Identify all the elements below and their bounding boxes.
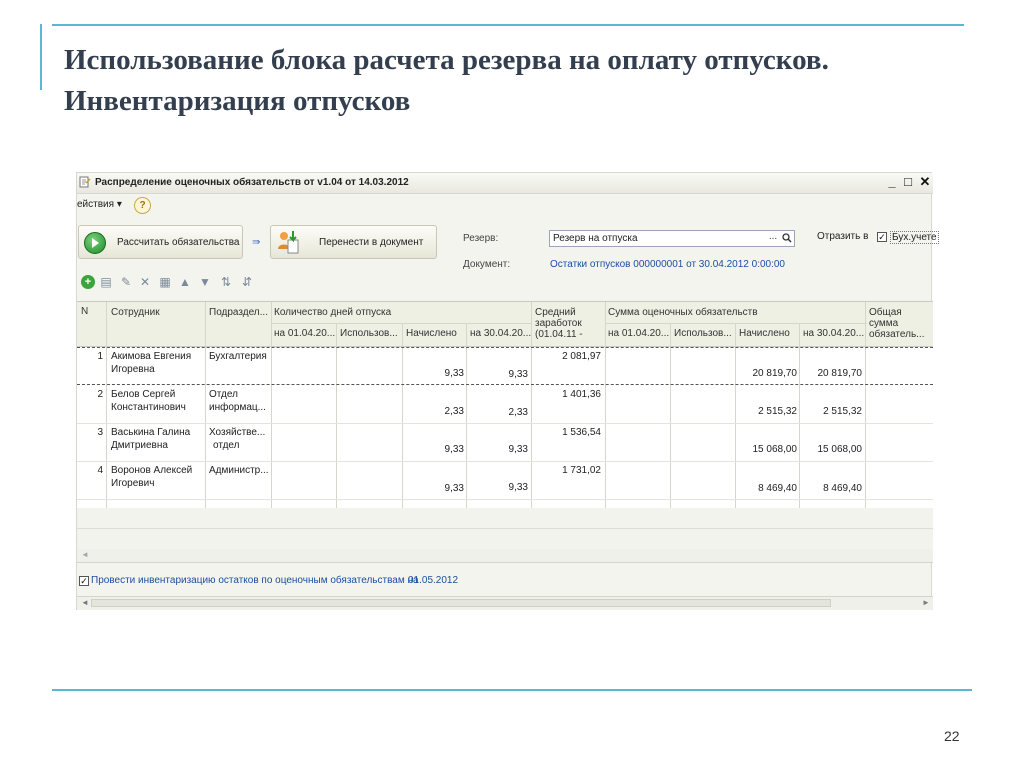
sort-asc-icon[interactable]: ⇅: [220, 275, 232, 289]
document-label: Документ:: [463, 259, 511, 270]
sum-end: 8 469,40: [823, 483, 862, 494]
department-line-2: отдел: [213, 440, 240, 451]
days-end: 9,33: [508, 369, 528, 380]
actions-menu[interactable]: ействия ▾: [77, 199, 122, 210]
employee-name-line-2: Игоревна: [111, 364, 155, 375]
days-accrued: 9,33: [444, 444, 464, 455]
move-down-icon[interactable]: ▼: [199, 275, 211, 289]
slide-title: [64, 40, 984, 122]
sum-accrued: 20 819,70: [752, 368, 797, 379]
header-n[interactable]: N: [81, 306, 89, 317]
inventory-label: Провести инвентаризацию остатков по оценочным обязательствам на: [91, 575, 419, 586]
header-sum-accrued[interactable]: Начислено: [739, 328, 790, 339]
document-icon: [79, 176, 91, 188]
copy-icon[interactable]: ▤: [100, 275, 112, 289]
reserve-label: Резерв:: [463, 233, 499, 244]
employee-name-line-1: Воронов Алексей: [111, 465, 193, 476]
transfer-to-document-button[interactable]: [270, 225, 437, 259]
left-accent-bar: [40, 24, 42, 90]
days-end: 2,33: [508, 407, 528, 418]
help-button[interactable]: ?: [134, 197, 151, 214]
header-total-line-1[interactable]: Общая: [869, 307, 902, 318]
header-days-used[interactable]: Использов...: [340, 328, 398, 339]
calculate-obligations-label: Рассчитать обязательства: [117, 237, 240, 248]
buh-checkbox[interactable]: ✓: [878, 232, 886, 242]
table-row[interactable]: [77, 347, 933, 385]
days-end: 9,33: [508, 482, 528, 493]
reserve-value: Резерв на отпуска: [553, 233, 638, 244]
table-row[interactable]: [77, 424, 933, 462]
inventory-checkbox[interactable]: ✓: [80, 576, 88, 586]
row-number: 2: [97, 389, 103, 400]
scroll-left-icon[interactable]: ◄: [81, 598, 89, 607]
employee-name-line-1: Акимова Евгения: [111, 351, 192, 362]
employee-name-line-2: Константинович: [111, 402, 186, 413]
department-line-1: Отдел: [209, 389, 238, 400]
table-empty-area: [77, 508, 933, 550]
employee-name-line-2: Дмитриевна: [111, 440, 168, 451]
scrollbar-thumb[interactable]: [91, 599, 831, 607]
buh-label: Бух.учете: [892, 232, 937, 243]
header-sum-group: Сумма оценочных обязательств: [608, 307, 758, 318]
add-icon[interactable]: +: [81, 275, 95, 289]
header-avg-line-1[interactable]: Средний: [535, 307, 576, 318]
department-line-1: Хозяйстве...: [209, 427, 266, 438]
days-end: 9,33: [508, 444, 528, 455]
header-total-line-2: сумма: [869, 318, 899, 329]
search-icon[interactable]: [781, 231, 793, 246]
average-salary: 1 731,02: [562, 465, 601, 476]
header-days-accrued[interactable]: Начислено: [406, 328, 457, 339]
row-number: 3: [97, 427, 103, 438]
move-up-icon[interactable]: ▲: [179, 275, 191, 289]
window-titlebar: [77, 173, 933, 194]
slide-title-line-2: Инвентаризация отпусков: [64, 85, 411, 117]
reserve-field[interactable]: [549, 230, 795, 247]
header-avg-line-3: (01.04.11 -: [535, 329, 583, 340]
page-number: 22: [944, 728, 960, 744]
reflect-label: Отразить в: [817, 231, 869, 242]
transfer-icon: [276, 229, 302, 255]
window-title: Распределение оценочных обязательств от v1.04 от 14.03.2012: [95, 177, 409, 188]
sort-desc-icon[interactable]: ⇵: [241, 275, 253, 289]
minimize-button[interactable]: _: [888, 174, 896, 189]
sum-end: 20 819,70: [817, 368, 862, 379]
arrow-icon: ⇛: [252, 237, 261, 248]
top-divider: [52, 24, 964, 26]
row-number: 4: [97, 465, 103, 476]
sum-end: 2 515,32: [823, 406, 862, 417]
days-accrued: 9,33: [444, 368, 464, 379]
department-line-1: Бухгалтерия: [209, 351, 267, 362]
delete-icon[interactable]: ✕: [139, 275, 151, 289]
table-toolbar: [77, 273, 933, 293]
table-row[interactable]: [77, 462, 933, 500]
header-days-group: Количество дней отпуска: [274, 307, 392, 318]
maximize-button[interactable]: □: [904, 174, 912, 189]
header-avg-line-2: заработок: [535, 318, 582, 329]
header-days-start[interactable]: на 01.04.20...: [274, 328, 336, 339]
row-divider: [77, 528, 933, 529]
slide-title-line-1: Использование блока расчета резерва на оплату отпусков.: [64, 44, 829, 76]
close-button[interactable]: ✕: [919, 174, 931, 189]
days-accrued: 9,33: [444, 483, 464, 494]
header-sum-used[interactable]: Использов...: [674, 328, 732, 339]
employee-name-line-1: Белов Сергей: [111, 389, 176, 400]
sum-accrued: 15 068,00: [752, 444, 797, 455]
header-total-line-3: обязатель...: [869, 329, 925, 340]
sum-accrued: 2 515,32: [758, 406, 797, 417]
header-department[interactable]: Подраздел...: [209, 307, 268, 318]
save-icon[interactable]: ▦: [159, 275, 171, 289]
department-line-2: информац...: [209, 402, 266, 413]
obligations-table: [77, 301, 933, 550]
table-row[interactable]: [77, 386, 933, 424]
header-sum-end[interactable]: на 30.04.20...: [803, 328, 865, 339]
scroll-left-icon[interactable]: ◄: [81, 550, 89, 559]
department-line-1: Администр...: [209, 465, 269, 476]
bottom-divider: [52, 689, 972, 691]
header-days-end[interactable]: на 30.04.20...: [470, 328, 532, 339]
inventory-date[interactable]: 01.05.2012: [408, 575, 459, 586]
sum-accrued: 8 469,40: [758, 483, 797, 494]
average-salary: 1 401,36: [562, 389, 601, 400]
calculate-obligations-button[interactable]: [78, 225, 243, 259]
window-horizontal-scrollbar[interactable]: [77, 596, 933, 610]
menu-bar: [77, 194, 933, 216]
play-icon: [84, 232, 106, 254]
days-accrued: 2,33: [444, 406, 464, 417]
document-link[interactable]: Остатки отпусков 000000001 от 30.04.2012 0:00:00: [550, 259, 785, 270]
reserve-select-button[interactable]: ...: [768, 231, 778, 242]
scroll-right-icon[interactable]: ►: [922, 598, 930, 607]
app-window: [76, 172, 937, 610]
transfer-to-document-label: Перенести в документ: [319, 237, 424, 248]
table-horizontal-scrollbar[interactable]: [77, 549, 933, 563]
header-sum-start[interactable]: на 01.04.20...: [608, 328, 670, 339]
employee-name-line-2: Игоревич: [111, 478, 155, 489]
average-salary: 1 536,54: [562, 427, 601, 438]
average-salary: 2 081,97: [562, 351, 601, 362]
sum-end: 15 068,00: [817, 444, 862, 455]
inventory-row: [77, 573, 933, 589]
edit-icon[interactable]: ✎: [120, 275, 132, 289]
row-number: 1: [97, 351, 103, 362]
header-employee[interactable]: Сотрудник: [111, 307, 160, 318]
employee-name-line-1: Васькина Галина: [111, 427, 191, 438]
header-subdivider: [605, 323, 867, 324]
